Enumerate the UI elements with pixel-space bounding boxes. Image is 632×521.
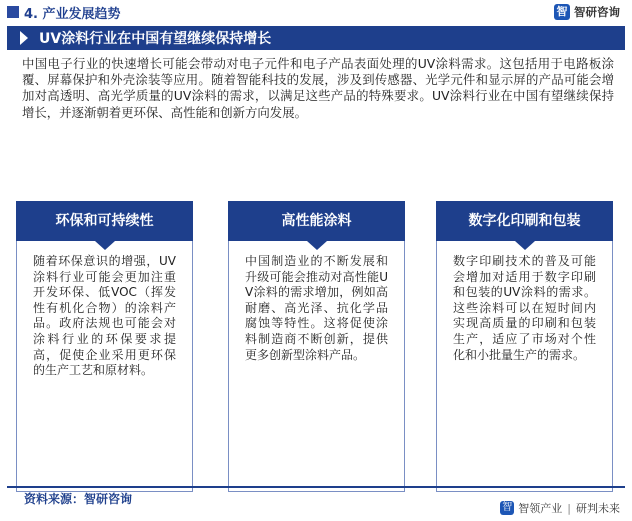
intro-paragraph: 中国电子行业的快速增长可能会带动对电子元件和电子产品表面处理的UV涂料需求。这包括用于电路板涂覆、屏幕保护和外壳涂装等应用。随着智能科技的发展，涉及到传感器、光学元件和显示屏的产品可能会增加对高透明、高光学质量的UV涂料的需求，以满足这些产品的特殊要求。UV涂料行业在中国有望继续保持增长，并逐渐朝着更环保、高性能和创新方向发展。 bbox=[22, 56, 614, 120]
top-bar bbox=[0, 0, 632, 24]
header-brand bbox=[554, 4, 620, 20]
card-environmental bbox=[16, 201, 193, 493]
footer-separator: | bbox=[567, 501, 571, 515]
play-arrow-icon bbox=[20, 31, 28, 45]
card-title: 数字化印刷和包装 bbox=[436, 201, 613, 241]
brand-logo-icon: 智 bbox=[554, 4, 570, 20]
pointer-triangle-icon bbox=[95, 241, 115, 250]
section-heading bbox=[7, 3, 121, 22]
title-banner bbox=[7, 26, 625, 50]
card-high-performance bbox=[228, 201, 405, 493]
brand-name: 智研咨询 bbox=[574, 5, 620, 19]
banner-title: UV涂料行业在中国有望继续保持增长 bbox=[39, 31, 272, 47]
card-title: 高性能涂料 bbox=[228, 201, 405, 241]
footer-brand bbox=[500, 500, 620, 516]
section-square-icon bbox=[7, 6, 19, 18]
footer-logo-icon: 智 bbox=[502, 502, 513, 513]
card-body bbox=[436, 241, 613, 492]
card-text: 数字印刷技术的普及可能会增加对适用于数字印刷和包装的UV涂料的需求。这些涂料可以在短时间内实现高质量的印刷和包装生产，适应了市场对个性化和小批量生产的需求。 bbox=[453, 254, 596, 362]
card-body bbox=[228, 241, 405, 492]
card-body bbox=[16, 241, 193, 492]
card-text: 中国制造业的不断发展和升级可能会推动对高性能UV涂料的需求增加，例如高耐磨、高光泽、抗化学品腐蚀等特性。这将促使涂料制造商不断创新，提供更多创新型涂料产品。 bbox=[245, 254, 388, 362]
footer-slogan-right: 研判未来 bbox=[576, 502, 620, 515]
section-heading-text: 4. 产业发展趋势 bbox=[24, 6, 121, 22]
card-text: 随着环保意识的增强，UV涂料行业可能会更加注重开发环保、低VOC（挥发性有机化合物）的涂料产品。政府法规也可能会对涂料行业的环保要求提高，促使企业采用更环保的生产工艺和原材料。 bbox=[33, 254, 176, 378]
pointer-triangle-icon bbox=[307, 241, 327, 250]
source-note: 资料来源：智研咨询 bbox=[24, 492, 133, 506]
footer-slogan-left: 智领产业 bbox=[518, 502, 563, 515]
card-title: 环保和可持续性 bbox=[16, 201, 193, 241]
pointer-triangle-icon bbox=[515, 241, 535, 250]
footer-divider bbox=[7, 486, 625, 488]
card-digital-printing bbox=[436, 201, 613, 493]
